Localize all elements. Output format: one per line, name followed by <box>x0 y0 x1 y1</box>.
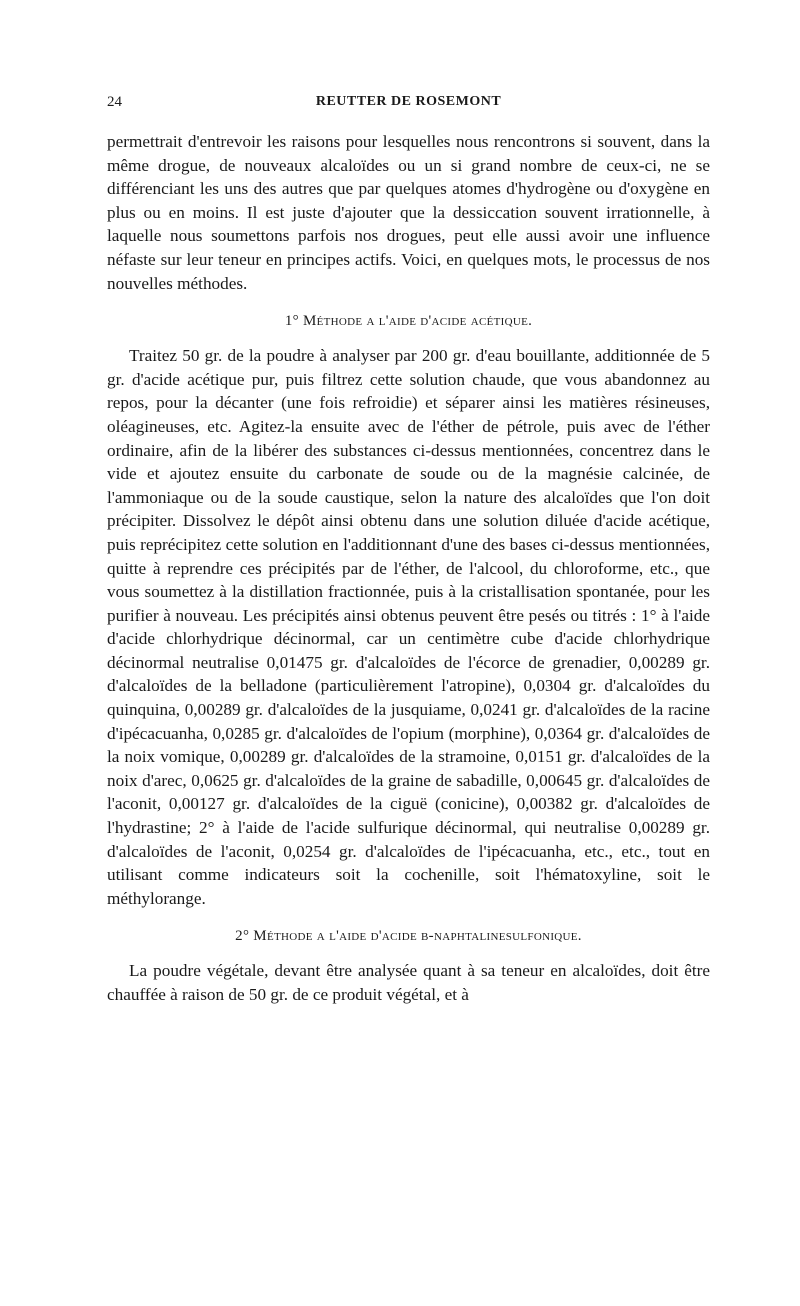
paragraph-naphthalene-method: La poudre végétale, devant être analysée quant à sa teneur en alcaloïdes, doit être chauffée à raison de 50 gr. de ce produit végétal, et à <box>107 961 710 1004</box>
paragraph-intro: permettrait d'entrevoir les raisons pour lesquelles nous rencontrons si souvent, dans la même drogue, de nouveaux alcaloïdes ou un si grand nombre de ceux-ci, ne se différenciant les uns des autres que par quelques atomes d'hydrogène ou d'oxygène en plus ou en moins. Il est juste d'ajouter que la dessiccation souvent irrationnelle, à laquelle nous soumettons parfois nos drogues, peut elle aussi avoir une influence néfaste sur leur teneur en principes actifs. Voici, en quelques mots, le processus de nos nouvelles méthodes. <box>107 132 710 293</box>
section-heading-acetic-text: 1° Méthode a l'aide d'acide acétique. <box>284 313 533 330</box>
running-head <box>107 94 710 118</box>
page-number: 24 <box>107 94 122 110</box>
book-page <box>107 94 710 1007</box>
running-title: REUTTER DE ROSEMONT <box>315 94 502 109</box>
paragraph-acetic-method: Traitez 50 gr. de la poudre à analyser par 200 gr. d'eau bouillante, additionnée de 5 gr. d'acide acétique pur, puis filtrez cette solution chaude, que vous abandonnez au repos, pour la décanter (une fois refroidie) et séparer ainsi les matières résineuses, oléagineuses, etc. Agitez-la ensuite avec de l'éther de pétrole, puis avec de l'éther ordinaire, afin de la libérer des substances ci-dessus mentionnées, concentrez dans le vide et ajoutez ensuite du carbonate de soude ou de la magnésie calcinée, de l'ammoniaque ou de la soude caustique, selon la nature des alcaloïdes que l'on doit précipiter. Dissolvez le dépôt ainsi obtenu dans une solution diluée d'acide acétique, puis reprécipitez cette solution en l'additionnant d'une des bases ci-dessus mentionnées, quitte à reprendre ces précipités par de l'éther, de l'alcool, du chloroforme, etc., que vous soumettez à la distillation fractionnée, puis à la cristallisation spontanée, pour les purifier à nouveau. Les précipités ainsi obtenus peuvent être pesés ou titrés : 1° à l'aide d'acide chlorhydrique décinormal, car un centimètre cube d'acide chlorhydrique décinormal neutralise 0,01475 gr. d'alcaloïdes de l'écorce de grenadier, 0,00289 gr. d'alcaloïdes de la belladone (particulièrement l'atropine), 0,0304 gr. d'alcaloïdes du quinquina, 0,00289 gr. d'alcaloïdes de la jusquiame, 0,0241 gr. d'alcaloïdes de la racine d'ipécacuanha, 0,0285 gr. d'alcaloïdes de l'opium (morphine), 0,0364 gr. d'alcaloïdes de la noix vomique, 0,00289 gr. d'alcaloïdes de la stramoine, 0,0151 gr. d'alcaloïdes de la noix d'arec, 0,0625 gr. d'alcaloïdes de la graine de sabadille, 0,00645 gr. d'alcaloïdes de l'aconit, 0,00127 gr. d'alcaloïdes de la ciguë (conicine), 0,00382 gr. d'alcaloïdes de l'hydrastine; 2° à l'aide de l'acide sulfurique décinormal, qui neutralise 0,00289 gr. d'alcaloïdes de l'aconit, 0,0254 gr. d'alcaloïdes de l'ipécacuanha, etc., etc., tout en utilisant comme indicateurs soit la cochenille, soit l'hématoxyline, soit le méthylorange. <box>107 346 710 908</box>
section-heading-naphthalene <box>107 928 710 945</box>
section-heading-acetic <box>107 313 710 330</box>
section-heading-naphthalene-text: 2° Méthode a l'aide d'acide β-naphtalinesulfonique. <box>235 928 582 945</box>
